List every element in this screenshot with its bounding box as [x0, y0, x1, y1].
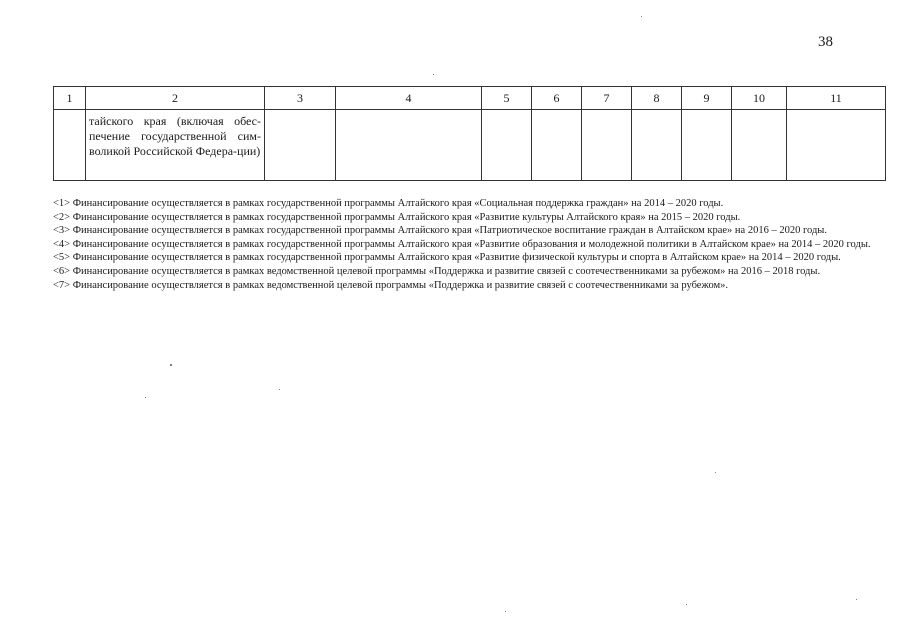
- footnotes: [53, 197, 873, 292]
- scan-speck: [279, 389, 280, 390]
- scan-speck: [170, 364, 172, 366]
- scan-speck: [686, 604, 687, 605]
- table-cell: [632, 110, 682, 181]
- column-header: 6: [532, 87, 582, 110]
- footnote: <5> Финансирование осуществляется в рамках государственной программы Алтайского края «Развитие физической культуры и спорта в Алтайском крае» на 2014 – 2020 годы.: [53, 252, 841, 264]
- footnote: <6> Финансирование осуществляется в рамках ведомственной целевой программы «Поддержка и развитие связей с соотечественниками за рубежом» на 2016 – 2018 годы.: [53, 265, 821, 277]
- table-row: [54, 110, 886, 181]
- table-header-row: [54, 87, 886, 110]
- scan-speck: [505, 611, 506, 612]
- footnote: <2> Финансирование осуществляется в рамках государственной программы Алтайского края «Развитие культуры Алтайского края» на 2015 – 2020 годы.: [53, 211, 741, 223]
- table-cell: [732, 110, 787, 181]
- table-cell: [265, 110, 336, 181]
- footnote: <3> Финансирование осуществляется в рамках государственной программы Алтайского края «Патриотическое воспитание граждан в Алтайском крае» на 2016 – 2020 годы.: [53, 225, 827, 237]
- table-cell: [682, 110, 732, 181]
- scan-speck: [641, 16, 642, 17]
- table-cell: [582, 110, 632, 181]
- column-header: 3: [265, 87, 336, 110]
- table-cell: [532, 110, 582, 181]
- footnote: <1> Финансирование осуществляется в рамках государственной программы Алтайского края «Социальная поддержка граждан» на 2014 – 2020 годы.: [53, 198, 724, 209]
- column-header: 4: [336, 87, 482, 110]
- scan-speck: [856, 599, 857, 600]
- column-header: 8: [632, 87, 682, 110]
- budget-table: [53, 86, 886, 181]
- column-header: 7: [582, 87, 632, 110]
- column-header: 10: [732, 87, 787, 110]
- column-header: 11: [787, 87, 886, 110]
- table-cell: [482, 110, 532, 181]
- footnote: <7> Финансирование осуществляется в рамках ведомственной целевой программы «Поддержка и развитие связей с соотечественниками за рубежом».: [53, 279, 729, 291]
- column-header: 5: [482, 87, 532, 110]
- scan-speck: [433, 74, 434, 75]
- table-cell: [787, 110, 886, 181]
- table-cell: [86, 110, 265, 181]
- column-header: 9: [682, 87, 732, 110]
- measure-name-text: тайского края (включая обес-печение государственной сим-воликой Российской Федера-ции): [89, 114, 261, 158]
- table-cell: [54, 110, 86, 181]
- table-cell: [336, 110, 482, 181]
- page-number: 38: [818, 34, 833, 50]
- scan-speck: [715, 472, 716, 473]
- footnote: <4> Финансирование осуществляется в рамках государственной программы Алтайского края «Развитие образования и молодежной политики в Алтайском крае» на 2014 – 2020 годы.: [53, 238, 871, 250]
- column-header: 2: [86, 87, 265, 110]
- scan-speck: [145, 397, 146, 398]
- column-header: 1: [54, 87, 86, 110]
